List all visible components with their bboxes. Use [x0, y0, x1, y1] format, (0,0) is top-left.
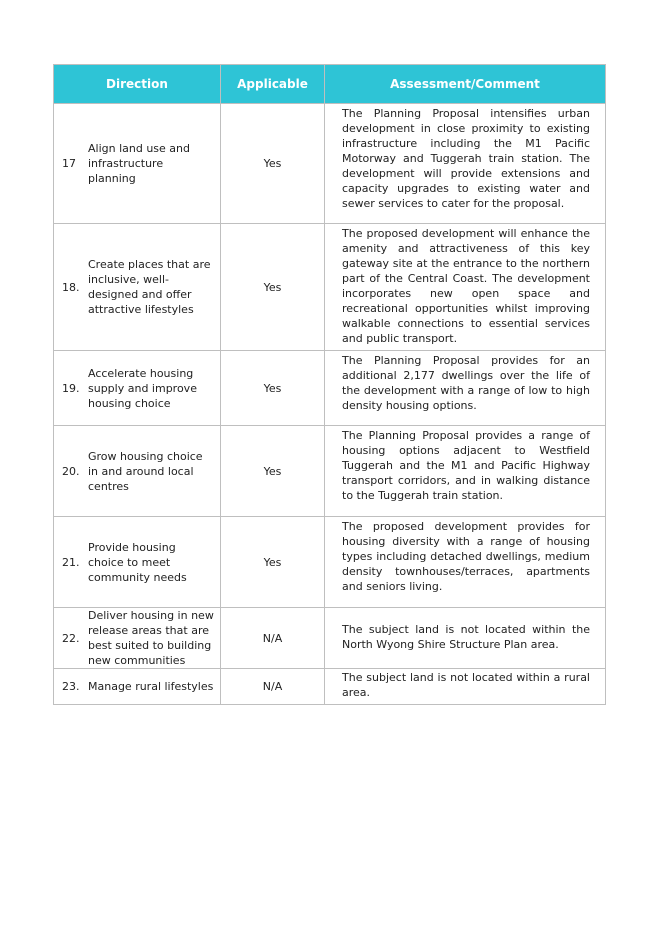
applicable-value: N/A [221, 608, 325, 669]
direction-cell [54, 669, 221, 705]
direction-number: 23. [62, 680, 80, 693]
header-assessment-comment: Assessment/Comment [325, 65, 606, 104]
table-row [54, 104, 606, 224]
direction-number: 21. [62, 555, 80, 569]
direction-number: 20. [62, 464, 80, 478]
table-row [54, 517, 606, 608]
assessment-comment: The proposed development will enhance the amenity and attractiveness of this key gateway site at the entrance to the northern part of the Central Coast. The development incorporates new open space and recreational opportunities whilst improving walkable connections to essential services and public transport. [325, 224, 606, 351]
direction-number: 19. [62, 381, 80, 395]
direction-text: Align land use and infrastructure planning [88, 142, 190, 185]
direction-text: Manage rural lifestyles [88, 680, 214, 693]
header-applicable: Applicable [221, 65, 325, 104]
direction-text: Create places that are inclusive, well-designed and offer attractive lifestyles [88, 258, 211, 316]
table-header-row [54, 65, 606, 104]
applicable-value: Yes [221, 224, 325, 351]
assessment-comment: The subject land is not located within the North Wyong Shire Structure Plan area. [325, 608, 606, 669]
table-row [54, 608, 606, 669]
table-row [54, 669, 606, 705]
applicable-value: N/A [221, 669, 325, 705]
direction-cell [54, 608, 221, 669]
table-row [54, 351, 606, 426]
table-row [54, 426, 606, 517]
applicable-value: Yes [221, 517, 325, 608]
direction-cell [54, 426, 221, 517]
applicable-value: Yes [221, 426, 325, 517]
direction-text: Deliver housing in new release areas that are best suited to building new communities [88, 609, 214, 667]
direction-cell [54, 224, 221, 351]
applicable-value: Yes [221, 104, 325, 224]
assessment-comment: The Planning Proposal provides for an additional 2,177 dwellings over the life of the development with a range of low to high density housing options. [325, 351, 606, 426]
direction-text: Accelerate housing supply and improve housing choice [88, 366, 197, 410]
assessment-comment: The Planning Proposal intensifies urban development in close proximity to existing infrastructure including the M1 Pacific Motorway and Tuggerah train station. The development will provide extensions and capacity upgrades to existing water and sewer services to cater for the proposal. [325, 104, 606, 224]
direction-cell [54, 104, 221, 224]
direction-number: 22. [62, 631, 80, 645]
direction-number: 18. [62, 280, 80, 294]
direction-text: Provide housing choice to meet community needs [88, 540, 187, 584]
direction-text: Grow housing choice in and around local centres [88, 449, 203, 493]
direction-cell [54, 517, 221, 608]
applicable-value: Yes [221, 351, 325, 426]
assessment-comment: The Planning Proposal provides a range of housing options adjacent to Westfield Tuggerah and the M1 and Pacific Highway transport corridors, and in walking distance to the Tuggerah train station. [325, 426, 606, 517]
header-direction: Direction [54, 65, 221, 104]
assessment-comment: The subject land is not located within a rural area. [325, 669, 606, 705]
directions-assessment-table [53, 64, 606, 705]
direction-number: 17 [62, 157, 76, 170]
assessment-comment: The proposed development provides for housing diversity with a range of housing types including detached dwellings, medium density townhouses/terraces, apartments and seniors living. [325, 517, 606, 608]
table-row [54, 224, 606, 351]
direction-cell [54, 351, 221, 426]
